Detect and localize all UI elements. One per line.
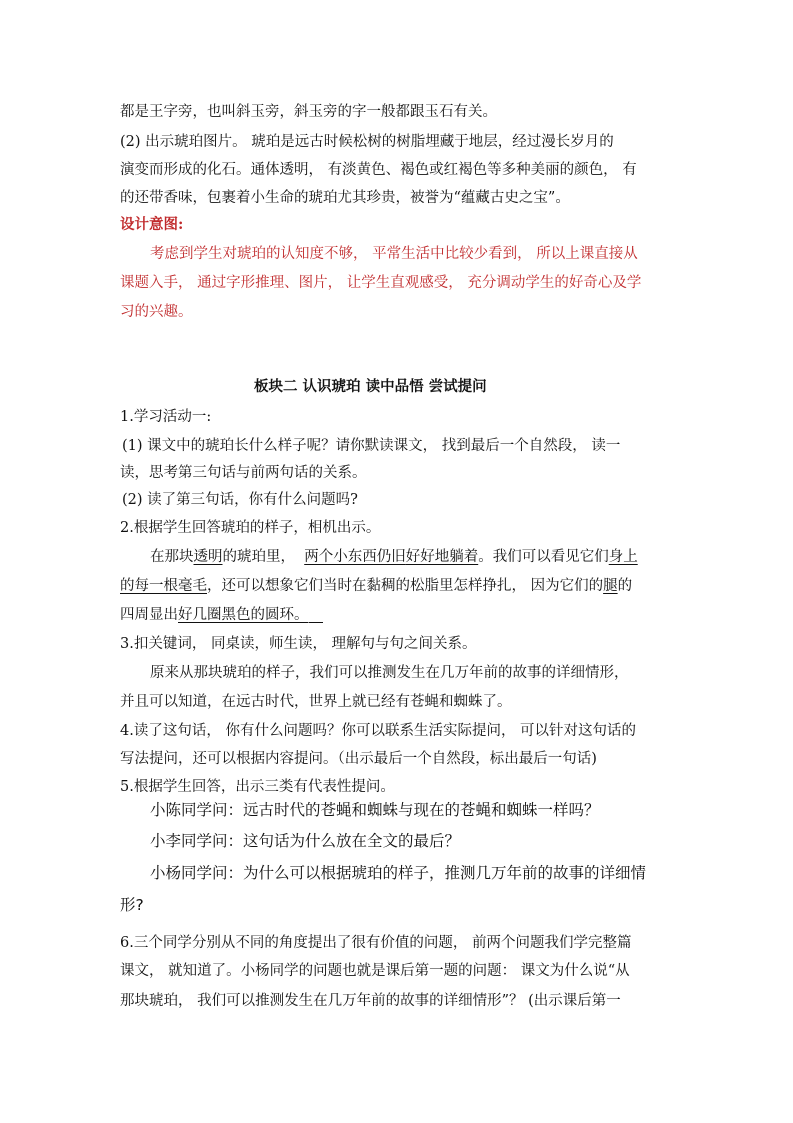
quote-l1-b: 透明 <box>193 549 223 565</box>
activity-sub2: (2) 读了第三句话，你有什么问题吗? <box>122 492 358 508</box>
activity-item-1: 1.学习活动一: <box>120 409 212 425</box>
quote-l1-g: 身上 <box>608 549 638 565</box>
item4-line-1: 4.读了这句话， 你有什么问题吗？你可以联系生活实际提问， 可以针对这句话的 <box>120 723 637 739</box>
design-line-1: 考虑到学生对琥珀的认知度不够， 平常生活中比较少看到， 所以上课直接从 <box>150 246 638 262</box>
activity-sub1-line-2: 读，思考第三句话与前两句话的关系。 <box>120 465 367 481</box>
item3-line-1: 3.扣关键词， 同桌读，师生读， 理解句与句之间关系。 <box>120 636 477 652</box>
design-line-2: 课题入手， 通过字形推理、图片， 让学生直观感受， 充分调动学生的好奇心及学 <box>120 275 642 291</box>
intro-item2-line-1: (2) 出示琥珀图片。 琥珀是远古时候松树的树脂埋藏于地层，经过漫长岁月的 <box>120 134 614 150</box>
underline-blank <box>309 607 323 623</box>
quote-l1-a: 在那块 <box>150 549 194 565</box>
intro-item2-line-3: 的还带香味，包裹着小生命的琥珀尤其珍贵，被誉为“蕴藏古史之宝”。 <box>120 190 570 206</box>
quote-l3-a: 四周显出 <box>120 607 178 623</box>
quote-l1-c: 的琥珀里， <box>222 549 295 565</box>
item5-line-1: 5.根据学生回答，出示三类有代表性提问。 <box>120 779 395 795</box>
item5-question-1: 小陈同学问：远古时代的苍蝇和蜘蛛与现在的苍蝇和蜘蛛一样吗？ <box>150 801 600 819</box>
quote-l2-b: ，还可以想象它们当时在黏稠的松脂里怎样挣扎， 因为它们的 <box>207 578 604 594</box>
activity-item-2: 2.根据学生回答琥珀的样子，相机出示。 <box>120 520 381 536</box>
item5-question-3-line-1: 小杨同学问：为什么可以根据琥珀的样子，推测几万年前的故事的详细情 <box>150 864 647 882</box>
quote-line-3 <box>120 607 323 623</box>
quote-l1-e: 好好地躺着 <box>405 549 479 565</box>
item6-line-1: 6.三个同学分别从不同的角度提出了很有价值的问题， 前两个问题我们学完整篇 <box>120 935 632 951</box>
item5-question-3-line-2: 形? <box>120 896 144 914</box>
activity-sub1-line-1: (1) 课文中的琥珀长什么样子呢？请你默读课文， 找到最后一个自然段， 读一 <box>122 438 621 454</box>
item5-question-2: 小李同学问：这句话为什么放在全文的最后？ <box>150 832 461 850</box>
quote-l2-c: 腿 <box>603 578 618 594</box>
item3-para-line-2: 并且可以知道，在远古时代，世界上就已经有苍蝇和蜘蛛了。 <box>120 694 512 710</box>
design-line-3: 习的兴趣。 <box>120 304 193 320</box>
intro-item2-line-2: 演变而形成的化石。通体透明， 有淡黄色、褐色或红褐色等多种美丽的颜色， 有 <box>120 162 637 178</box>
quote-l1-f: 。我们可以看见它们 <box>478 549 609 565</box>
quote-l2-a: 的每一根毫毛 <box>120 578 207 594</box>
quote-l1-d: 两个小东西仍旧 <box>304 549 406 565</box>
design-heading: 设计意图: <box>120 216 184 233</box>
section-title: 板块二 认识琥珀 读中品悟 尝试提问 <box>254 378 487 395</box>
item3-para-line-1: 原来从那块琥珀的样子，我们可以推测发生在几万年前的故事的详细情形， <box>150 665 629 681</box>
item4-line-2: 写法提问，还可以根据内容提问。（出示最后一个自然段，标出最后一句话) <box>120 751 597 767</box>
quote-l2-d: 的 <box>617 578 633 594</box>
quote-line-1 <box>150 550 638 565</box>
intro-line-1: 都是王字旁，也叫斜玉旁，斜玉旁的字一般都跟玉石有关。 <box>120 104 497 120</box>
item6-line-2: 课文， 就知道了。小杨同学的问题也就是课后第一题的问题： 课文为什么说“从 <box>120 963 630 979</box>
quote-line-2 <box>120 579 632 594</box>
quote-l3-b: 好几圈黑色的圆环。 <box>178 607 309 623</box>
item6-line-3: 那块琥珀， 我们可以推测发生在几万年前的故事的详细情形”？ (出示课后第一 <box>120 993 621 1009</box>
